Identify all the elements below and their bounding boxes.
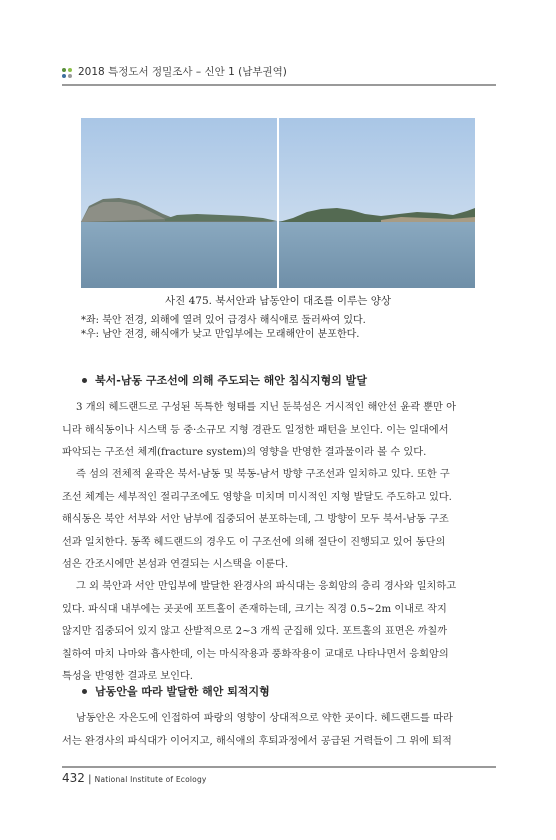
photo-divider	[277, 118, 279, 288]
header-dot	[68, 68, 72, 72]
running-header	[62, 66, 496, 80]
paragraph	[62, 576, 496, 689]
footer-organization: National Institute of Ecology	[94, 775, 207, 784]
page-number: 432	[62, 771, 85, 785]
photo-left-north-coast	[81, 118, 277, 288]
bullet-icon	[82, 378, 87, 383]
text-line: 칠하여 마치 나마와 흡사한데, 이는 마식작용과 풍화작용이 교대로 나타나면서 응회암의	[62, 648, 449, 660]
photo-caption: 사진 475. 북서안과 남동안이 대조를 이루는 양상	[165, 295, 391, 307]
header-dot	[68, 74, 72, 78]
caption-note: *우: 남안 전경, 해식애가 낮고 만입부에는 모래해안이 분포한다.	[81, 329, 360, 340]
text-line: 서는 완경사의 파식대가 이어지고, 해식애의 후퇴과정에서 공급된 거력들이 그 위에 퇴적	[62, 735, 452, 747]
paragraph	[62, 397, 496, 465]
text-line: 않지만 집중되어 있지 않고 산발적으로 2~3 개씩 군집해 있다. 포트홀의 표면은 까칠까	[62, 626, 448, 637]
section-heading-text: 북서-남동 구조선에 의해 주도되는 해안 침식지형의 발달	[95, 374, 367, 387]
bullet-icon	[82, 689, 87, 694]
header-title: 2018 특정도서 정밀조사 – 신안 1 (남부권역)	[78, 66, 287, 78]
text-line: 조선 체계는 세부적인 절리구조에도 영향을 미치며 미시적인 지형 발달도 주도하고 있다.	[62, 491, 452, 503]
text-line: 즉 섬의 전체적 윤곽은 북서-남동 및 북동-남서 방향 구조선과 일치하고 있다. 또한 구	[76, 469, 450, 480]
text-line: 섬은 간조시에만 본섬과 연결되는 시스택을 이룬다.	[62, 559, 289, 570]
caption-notes	[81, 314, 475, 342]
text-line: 특성을 반영한 결과로 보인다.	[62, 671, 194, 682]
section-heading	[82, 374, 502, 388]
text-line: 선과 일치한다. 동쪽 헤드랜드의 경우도 이 구조선에 의해 절단이 진행되고 있어 동단의	[62, 536, 446, 548]
header-dot	[62, 68, 66, 72]
text-line: 남동안은 자은도에 인접하여 파랑의 영향이 상대적으로 약한 곳이다. 헤드랜드를 따라	[76, 713, 453, 724]
caption-note: *좌: 북안 전경, 외해에 열려 있어 급경사 해식애로 둘러싸여 있다.	[81, 315, 366, 326]
footer-divider	[62, 766, 496, 768]
page-footer	[62, 771, 207, 787]
paragraph	[62, 708, 496, 753]
text-line: 있다. 파식대 내부에는 곳곳에 포트홀이 존재하는데, 크기는 직경 0.5~2m 이내로 작지	[62, 603, 447, 615]
section-heading-text: 남동안을 따라 발달한 해안 퇴적지형	[95, 685, 270, 698]
section-heading	[82, 685, 502, 699]
text-line: 니라 해식동이나 시스택 등 중·소규모 지형 경관도 일정한 패턴을 보인다. 이는 일대에서	[62, 424, 449, 436]
text-line: 3 개의 헤드랜드로 구성된 독특한 형태를 지닌 둔북섬은 거시적인 해안선 윤곽 뿐만 아	[76, 402, 456, 413]
header-divider	[62, 84, 496, 86]
coast-photo	[81, 118, 475, 288]
header-dots-icon	[62, 68, 74, 78]
text-line: 해식동은 북안 서부와 서안 남부에 집중되어 분포하는데, 그 방향이 모두 북서-남동 구조	[62, 514, 449, 525]
header-dot	[62, 74, 66, 78]
text-line: 파악되는 구조선 체계(fracture system)의 영향을 반영한 결과물이라 볼 수 있다.	[62, 447, 427, 458]
paragraph	[62, 464, 496, 577]
footer-separator: |	[88, 774, 92, 785]
photo-right-south-coast	[279, 118, 475, 288]
text-line: 그 외 북안과 서안 만입부에 발달한 완경사의 파식대는 응회암의 층리 경사와 일치하고	[76, 581, 457, 592]
